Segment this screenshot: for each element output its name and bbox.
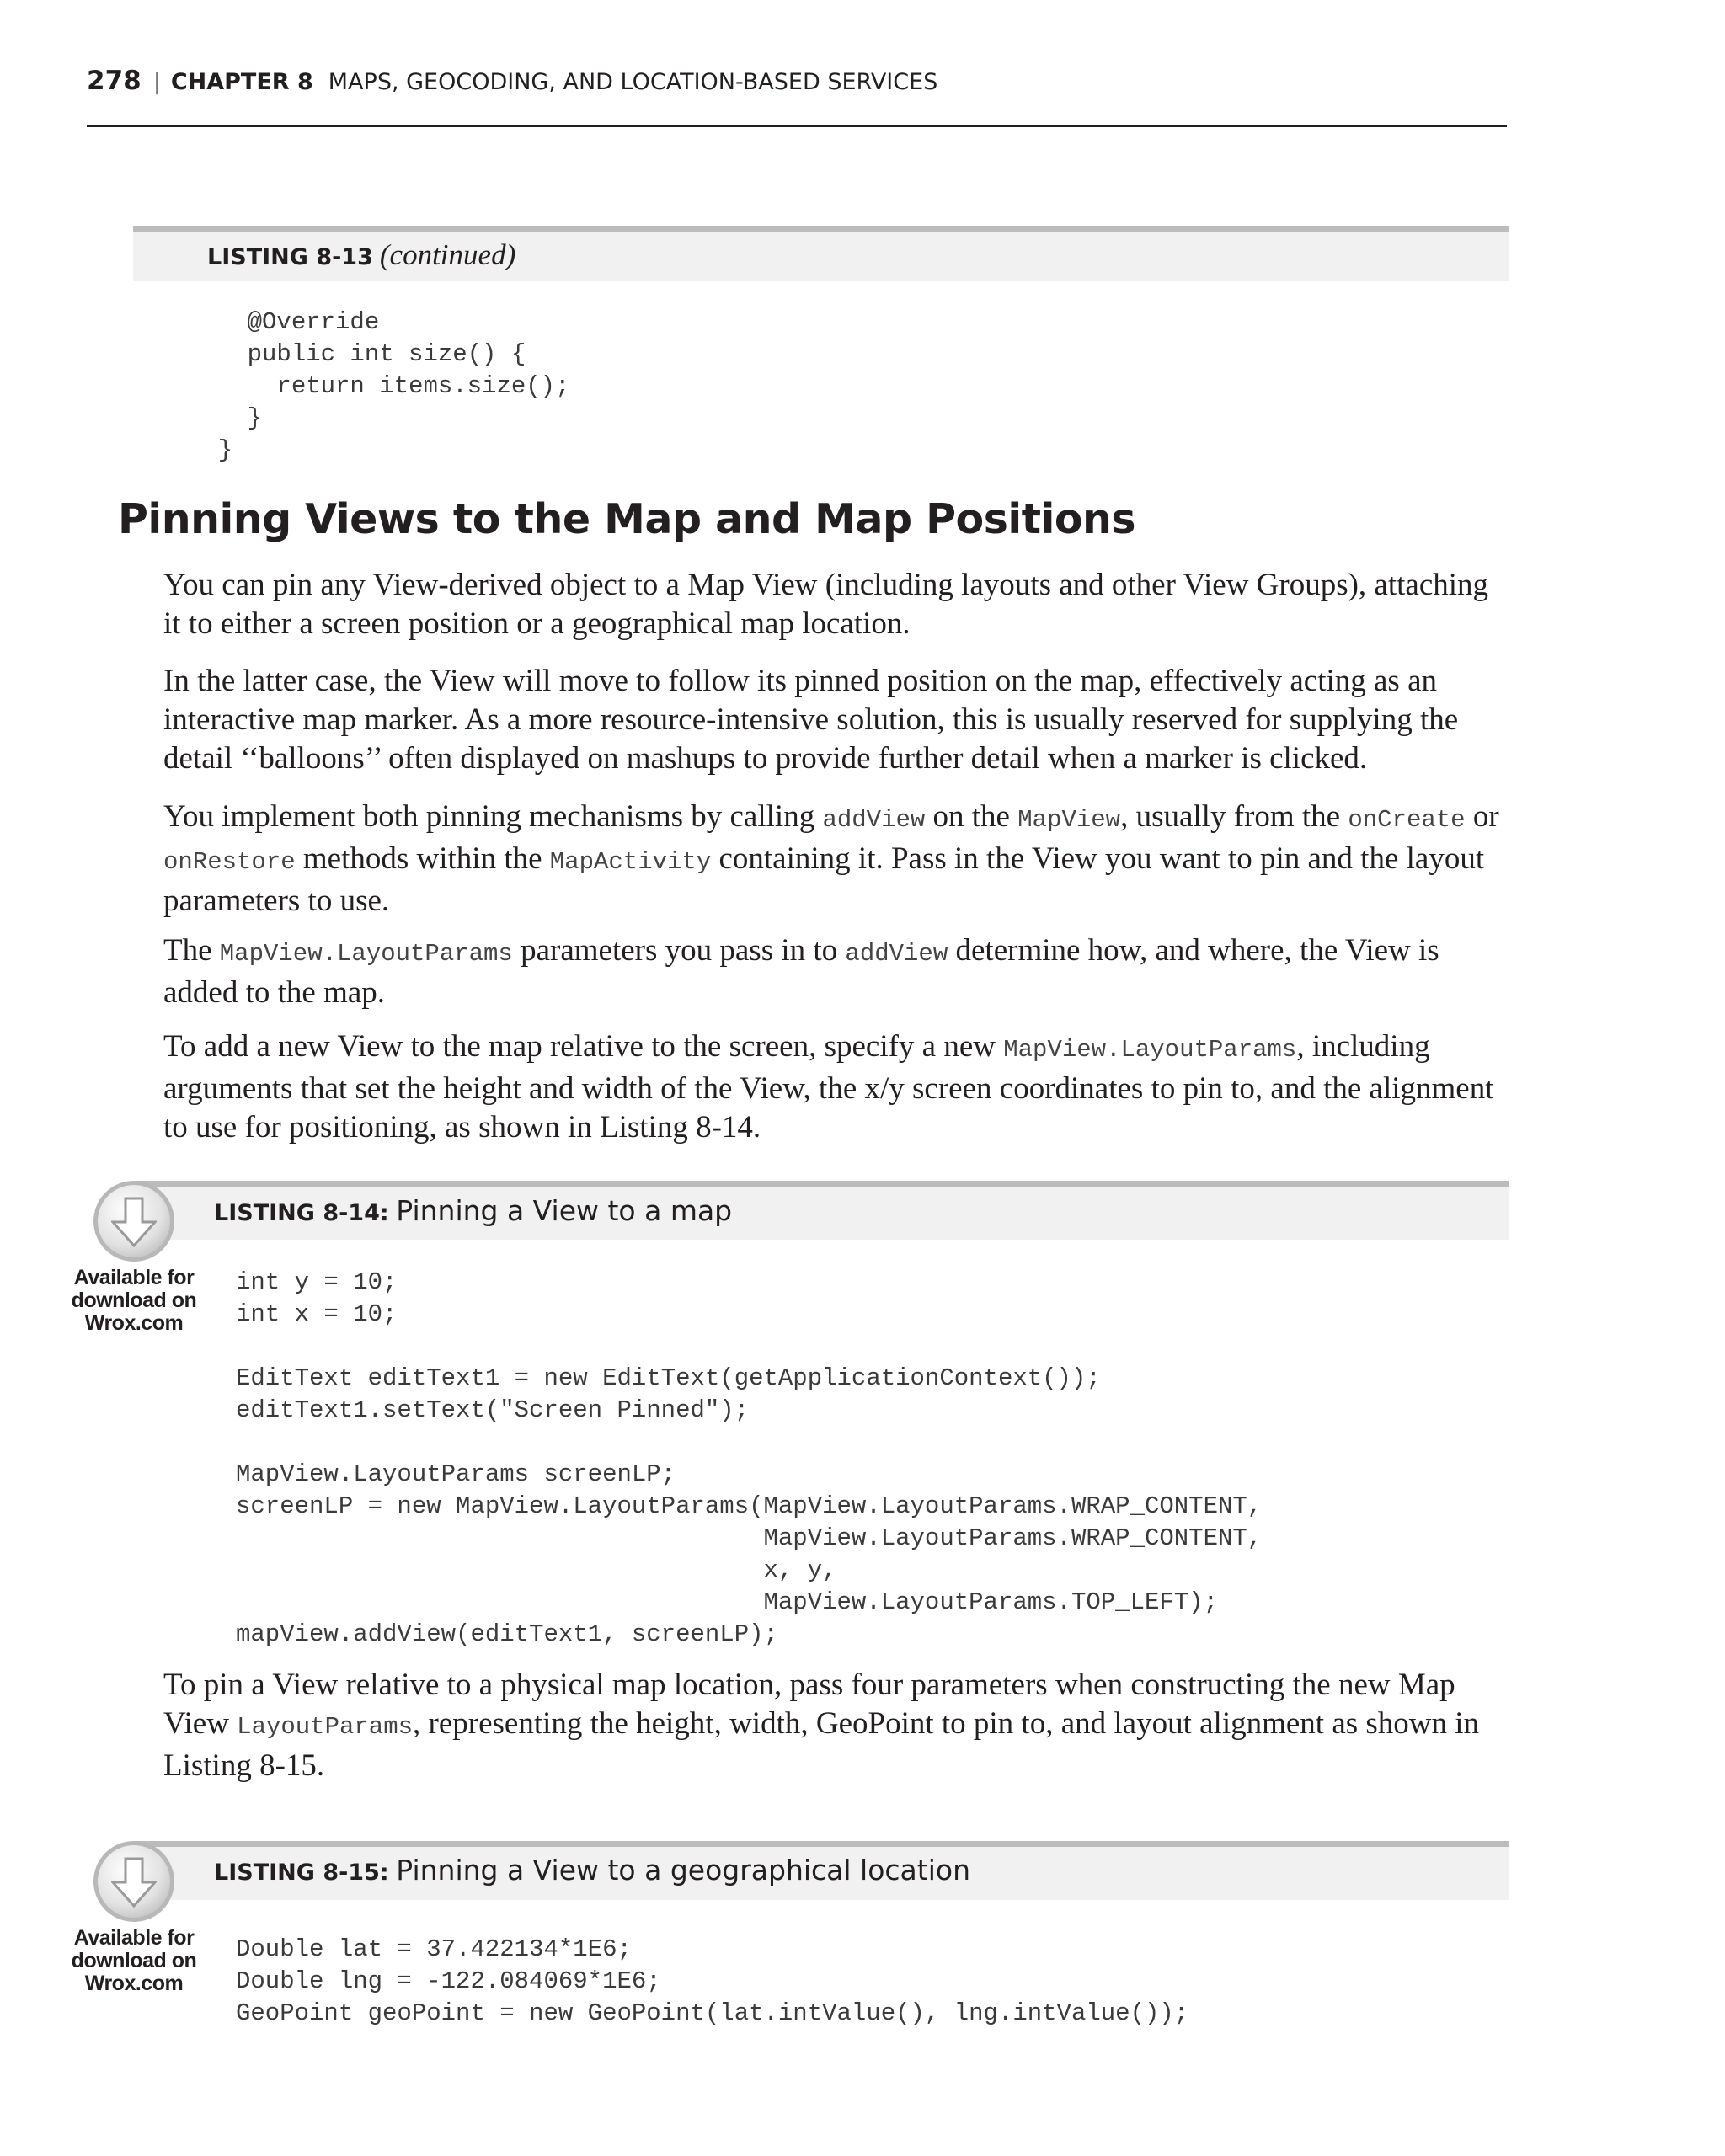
- download-badge-14[interactable]: [71, 1181, 197, 1335]
- code-term: onCreate: [1348, 806, 1466, 834]
- code-term: addView: [845, 940, 948, 968]
- code-term: LayoutParams: [237, 1713, 414, 1741]
- header-separator: |: [152, 69, 161, 95]
- listing-15-code: Double lat = 37.422134*1E6; Double lng = -122.084069*1E6; GeoPoint geoPoint = new GeoPoint(lat.intValue(), lng.intValue());: [236, 1935, 1189, 2027]
- listing-15-title: [214, 1854, 970, 1886]
- listing-15-label: LISTING 8-15:: [214, 1860, 389, 1886]
- download-arrow-icon: [93, 1841, 174, 1922]
- paragraph-3: You implement both pinning mechanisms by calling addView on the MapView, usually from the onCreate or onRestore methods within the MapActivity containing it. Pass in the View you want to pin and the layout parameters to use.: [163, 799, 1499, 918]
- code-term: MapView: [1017, 806, 1121, 834]
- page-number: 278: [87, 66, 142, 96]
- paragraph-2: In the latter case, the View will move to follow its pinned position on the map, effectively acting as an interactive map marker. As a more resource-intensive solution, this is usually reserved for supplying the detail ‘‘balloons’’ often displayed on mashups to provide further detail when a marker is clicked.: [163, 664, 1459, 776]
- paragraph-5: To add a new View to the map relative to the screen, specify a new MapView.LayoutParams, including arguments that set the height and width of the View, the x/y screen coordinates to pin to, and the alignment to use for positioning, as shown in Listing 8-14.: [163, 1029, 1494, 1145]
- listing-14-code: int y = 10; int x = 10; EditText editText1 = new EditText(getApplicationContext()); editText1.setText("Screen Pinned"); MapView.LayoutParams screenLP; screenLP = new MapView.LayoutParams(MapView.LayoutParams.WRAP_CONTENT, MapView.LayoutParams.WRAP_CONTENT, x, y, MapView.LayoutParams.TOP_LEFT); mapView.addView(editText1, screenLP);: [236, 1268, 1263, 1648]
- paragraph-6: To pin a View relative to a physical map location, pass four parameters when constructing the new Map View LayoutParams, representing the height, width, GeoPoint to pin to, and layout alignment as shown in Listing 8-15.: [163, 1668, 1480, 1783]
- badge-text: Available for download on Wrox.com: [71, 1926, 197, 1995]
- listing-13-continued: (continued): [379, 238, 516, 271]
- paragraph-4: The MapView.LayoutParams parameters you pass in to addView determine how, and where, the View is added to the map.: [163, 933, 1439, 1010]
- listing-13-label: LISTING 8-13: [207, 244, 373, 270]
- code-term: MapView.LayoutParams: [219, 940, 513, 968]
- listing-14-label: LISTING 8-14:: [214, 1200, 389, 1226]
- section-heading: Pinning Views to the Map and Map Positions: [118, 495, 1136, 543]
- running-header: [87, 66, 1507, 96]
- listing-14-subtitle: Pinning a View to a map: [396, 1194, 733, 1227]
- listing-15-subtitle: Pinning a View to a geographical location: [396, 1854, 970, 1886]
- header-rule: [87, 125, 1507, 127]
- code-term: onRestore: [163, 848, 296, 876]
- code-term: MapView.LayoutParams: [1003, 1036, 1297, 1064]
- download-badge-15[interactable]: [71, 1841, 197, 1995]
- download-arrow-icon: [93, 1181, 174, 1262]
- listing-14-title: [214, 1194, 732, 1227]
- chapter-title: MAPS, GEOCODING, AND LOCATION-BASED SERVICES: [328, 69, 938, 95]
- listing-13-title: [207, 238, 515, 272]
- paragraph-1: You can pin any View-derived object to a Map View (including layouts and other View Groups), attaching it to either a screen position or a geographical map location.: [163, 568, 1489, 641]
- chapter-label: CHAPTER 8: [170, 69, 313, 95]
- code-term: MapActivity: [549, 848, 712, 876]
- listing-13-code: @Override public int size() { return items.size(); } }: [217, 308, 570, 464]
- code-term: addView: [822, 806, 926, 834]
- badge-text: Available for download on Wrox.com: [71, 1266, 197, 1335]
